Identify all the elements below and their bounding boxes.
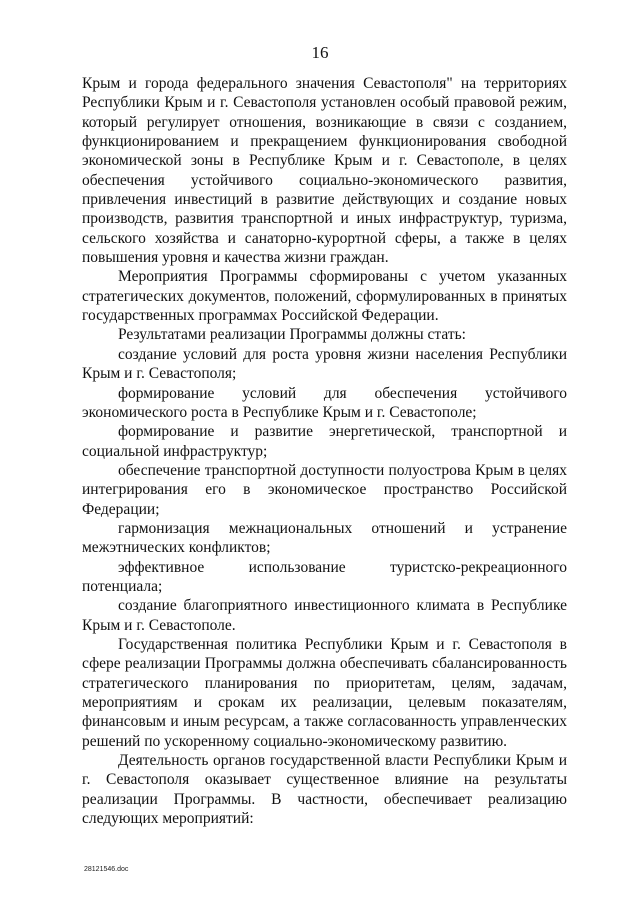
paragraph-1: Крым и города федерального значения Севастополя" на территориях Республики Крым и г. Севастополя установлен особый правовой режим, который регулирует отношения, возникающие в связи с созданием, функционированием и прекращением функционирования свободной экономической зоны в Республике Крым и г. Севастополе, в целях обеспечения устойчивого социально-экономического развития, привлечения инвестиций в развитие действующих и создание новых производств, развития транспортной и иных инфраструктур, туризма, сельского хозяйства и санаторно-курортной сферы, а также в целях повышения уровня и качества жизни граждан. bbox=[82, 75, 567, 267]
list-item-7: создание благоприятного инвестиционного климата в Республике Крым и г. Севастополе. bbox=[82, 597, 567, 634]
list-item-1: создание условий для роста уровня жизни населения Республики Крым и г. Севастополя; bbox=[82, 345, 567, 383]
paragraph-3: Результатами реализации Программы должны стать: bbox=[118, 326, 466, 344]
list-item-4: обеспечение транспортной доступности полуострова Крым в целях интегрирования его в экономическое пространство Российской Федерации; bbox=[82, 461, 567, 518]
document-file-code: 28121546.doc bbox=[84, 866, 129, 873]
list-item-6: эффективное использование туристско-рекреационного потенциала; bbox=[82, 558, 567, 595]
document-body bbox=[82, 74, 567, 828]
paragraph-4: Государственная политика Республики Крым и г. Севастополя в сфере реализации Программы должна обеспечивать сбалансированность стратегического планирования по приоритетам, целям, задачам, мероприятиям и срокам их реализации, целевым показателям, финансовым и иным ресурсам, а также согласованность управленческих решений по ускоренному социально-экономическому развитию. bbox=[82, 635, 567, 750]
list-item-2: формирование условий для обеспечения устойчивого экономического роста в Республике Крым и г. Севастополе; bbox=[82, 384, 567, 421]
paragraph-5: Деятельность органов государственной власти Республики Крым и г. Севастополя оказывает существенное влияние на результаты реализации Программы. В частности, обеспечивает реализацию следующих мероприятий: bbox=[82, 752, 567, 828]
page-number: 16 bbox=[311, 43, 329, 62]
list-item-3: формирование и развитие энергетической, транспортной и социальной инфраструктур; bbox=[82, 423, 567, 460]
list-item-5: гармонизация межнациональных отношений и устранение межэтнических конфликтов; bbox=[82, 519, 567, 557]
paragraph-2: Мероприятия Программы сформированы с учетом указанных стратегических документов, положений, сформулированных в принятых государственных программах Российской Федерации. bbox=[82, 268, 567, 325]
